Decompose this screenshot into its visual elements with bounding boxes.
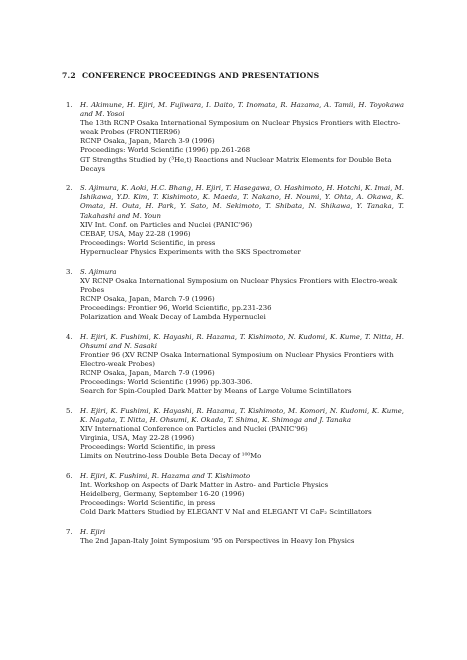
item-proceedings: Proceedings: World Scientific (1996) pp.303-306. [80, 378, 253, 387]
item-conference: XV RCNP Osaka International Symposium on Nuclear Physics Frontiers with Electro-weak Probes [80, 276, 398, 294]
item-proceedings: Proceedings: World Scientific, in press [80, 443, 216, 452]
item-title: Hypernuclear Physics Experiments with the SKS Spectrometer [80, 247, 301, 256]
list-item [66, 101, 404, 174]
item-authors: H. Ejiri, K. Fushimi, K. Hayashi, R. Hazama, T. Kishimoto, M. Komori, N. Kudomi, K. Kume, K. Nagata, T. Nitta, H. Ohsumi, K. Okada, T. Shima, K. Shimoga and J. Tanaka [80, 406, 404, 424]
list-item [66, 268, 404, 323]
proceedings-list [66, 101, 404, 556]
item-authors: H. Ejiri [80, 527, 106, 536]
item-title: Cold Dark Matters Studied by ELEGANT V NaI and ELEGANT VI CaF₂ Scintillators [80, 508, 372, 517]
list-item [66, 528, 404, 546]
item-proceedings: Proceedings: World Scientific, in press [80, 499, 216, 508]
item-number: 6. [66, 471, 73, 480]
item-conference: The 2nd Japan-Italy Joint Symposium '95 on Perspectives in Heavy Ion Physics [80, 536, 355, 545]
section-heading [62, 71, 319, 80]
item-venue: RCNP Osaka, Japan, March 3-9 (1996) [80, 137, 215, 146]
item-title: Search for Spin-Coupled Dark Matter by Means of Large Volume Scintillators [80, 387, 352, 396]
section-number: 7.2 [62, 71, 76, 80]
item-conference: Frontier 96 (XV RCNP Osaka International Symposium on Nuclear Physics Frontiers with Electro-weak Probes) [80, 350, 394, 368]
item-title: Limits on Neutrino-less Double Beta Decay of ¹⁰⁰Mo [80, 452, 262, 461]
item-authors: H. Akimune, H. Ejiri, M. Fujiwara, I. Daito, T. Inomata, R. Hazama, A. Tamii, H. Toyokawa and M. Yosoi [80, 101, 404, 119]
item-venue: Virginia, USA, May 22-28 (1996) [80, 434, 195, 442]
item-number: 5. [66, 406, 73, 415]
section-title: CONFERENCE PROCEEDINGS AND PRESENTATIONS [82, 71, 320, 80]
item-authors: S. Ajimura, K. Aoki, H.C. Bhang, H. Ejiri, T. Hasegawa, O. Hashimoto, H. Hotchi, K. Imai, M. Ishikawa, Y.D. Kim, T. Kishimoto, K. Maeda, T. Nakano, H. Noumi, Y. Ohta, A. Okawa, K. Omata, H. Outa, H. Park, Y. Sato, M. Sekimoto, T. Shibata, N. Shikawa, Y. Tanaka, T. Takahashi and M. Youn [80, 184, 404, 220]
item-proceedings: Proceedings: World Scientific, in press [80, 238, 216, 247]
item-proceedings: Proceedings: Frontier 96, World Scientific, pp.231-236 [80, 303, 272, 312]
item-number: 1. [66, 101, 73, 109]
item-venue: Heidelberg, Germany, September 16-20 (1996) [80, 489, 245, 498]
item-authors: H. Ejiri, K. Fushimi, K. Hayashi, R. Hazama, T. Kishimoto, N. Kudomi, K. Kume, T. Nitta, H. Ohsumi and N. Sasaki [80, 332, 404, 350]
list-item [66, 184, 404, 257]
item-conference: The 13th RCNP Osaka International Symposium on Nuclear Physics Frontiers with Electro-weak Probes (FRONTIER96) [80, 119, 401, 137]
item-venue: RCNP Osaka, Japan, March 7-9 (1996) [80, 294, 215, 303]
list-item [66, 472, 404, 517]
item-title: GT Strengths Studied by (³He,t) Reactions and Nuclear Matrix Elements for Double Beta Decays [80, 155, 392, 173]
item-conference: XIV Int. Conf. on Particles and Nuclei (PANIC'96) [80, 220, 253, 229]
item-authors: H. Ejiri, K. Fushimi, R. Hazama and T. Kishimoto [80, 471, 251, 480]
item-number: 2. [66, 184, 73, 193]
item-proceedings: Proceedings: World Scientific (1996) pp.261-268 [80, 146, 251, 155]
item-number: 3. [66, 267, 73, 276]
item-conference: Int. Workshop on Aspects of Dark Matter in Astro- and Particle Physics [80, 480, 329, 489]
item-venue: RCNP Osaka, Japan, March 7-9 (1996) [80, 368, 215, 377]
list-item [66, 333, 404, 397]
item-number: 4. [66, 332, 73, 341]
item-title: Polarization and Weak Decay of Lambda Hypernuclei [80, 312, 266, 321]
list-item [66, 407, 404, 462]
item-venue: CEBAF, USA, May 22-28 (1996) [80, 229, 191, 238]
item-authors: S. Ajimura [80, 267, 117, 276]
item-number: 7. [66, 527, 73, 536]
item-conference: XIV International Conference on Particles and Nuclei (PANIC'96) [80, 424, 308, 433]
